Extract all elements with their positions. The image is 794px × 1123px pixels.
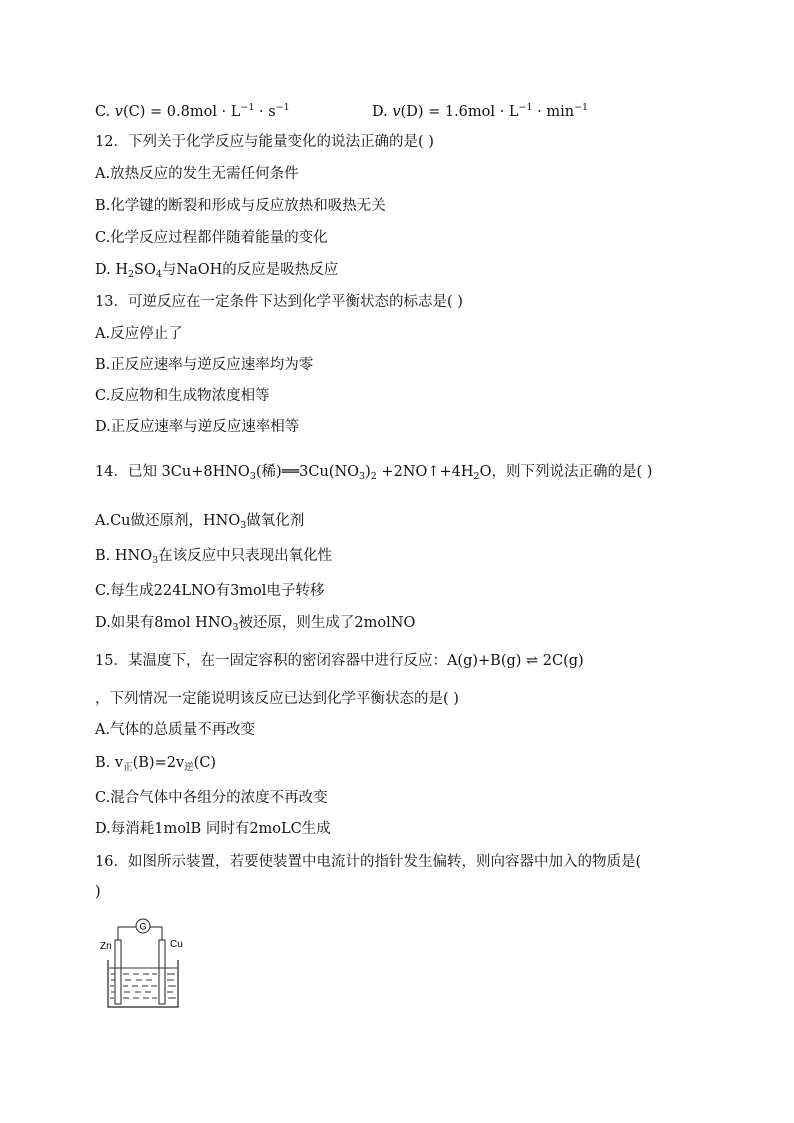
- q13-option-a: A.反应停止了: [95, 326, 183, 342]
- q13-option-b: B.正反应速率与逆反应速率均为零: [95, 357, 314, 373]
- zn-label: Zn: [100, 941, 112, 952]
- galvanic-cell-figure: [96, 910, 186, 1014]
- q12-option-a: A.放热反应的发生无需任何条件: [95, 166, 299, 182]
- q12-stem: 12．下列关于化学反应与能量变化的说法正确的是( ): [95, 134, 434, 150]
- cu-label: Cu: [170, 939, 183, 950]
- q14-option-d: D.如果有8mol $HNO_3$被还原，则生成了2molNO: [95, 615, 416, 633]
- q14-option-c: C.每生成224LNO有3mol电子转移: [95, 583, 325, 599]
- q12-option-c: C.化学反应过程都伴随着能量的变化: [95, 230, 328, 246]
- q12-option-b: B.化学键的断裂和形成与反应放热和吸热无关: [95, 198, 386, 214]
- q16-stem-line1: 16．如图所示装置，若要使装置中电流计的指针发生偏转，则向容器中加入的物质是(: [95, 854, 642, 870]
- q13-option-d: D.正反应速率与逆反应速率相等: [95, 419, 300, 435]
- q14-option-b: B. $HNO_3$在该反应中只表现出氧化性: [95, 548, 333, 566]
- galvanometer-label: G: [139, 921, 147, 932]
- q15-option-b: B. $v_正(B)=2v_逆(C)$: [95, 755, 217, 773]
- q15-option-c: C.混合气体中各组分的浓度不再改变: [95, 790, 328, 806]
- q15-stem-line1: 15．某温度下，在一固定容积的密闭容器中进行反应：A(g)+B(g) ⇌ 2C(g): [95, 653, 584, 669]
- q16-stem-line2: ): [95, 884, 101, 900]
- q15-option-a: A.气体的总质量不再改变: [95, 722, 256, 738]
- q13-option-c: C.反应物和生成物浓度相等: [95, 388, 270, 404]
- right-wire: [150, 927, 162, 940]
- q11-option-c: C. $v(C) = 0.8mol \cdot L^{-1} \cdot s^{-1}$: [95, 102, 290, 120]
- q15-stem-line2: ，下列情况一定能说明该反应已达到化学平衡状态的是( ): [95, 691, 459, 707]
- q13-stem: 13．可逆反应在一定条件下达到化学平衡状态的标志是( ): [95, 294, 463, 310]
- cu-electrode: [159, 940, 165, 1004]
- zn-electrode: [115, 940, 121, 1004]
- q15-option-d: D.每消耗1molB 同时有2moLC生成: [95, 821, 331, 837]
- q14-stem: 14．已知 $3Cu+8HNO_3$(稀)$══3Cu(NO_3)_2$ $+2NO↑+4H_2O$，则下列说法正确的是( ): [95, 464, 653, 482]
- left-wire: [118, 927, 136, 940]
- q14-option-a: A.Cu做还原剂，$HNO_3$做氧化剂: [95, 513, 305, 531]
- q12-option-d: D. $H_2SO_4$与NaOH的反应是吸热反应: [95, 262, 339, 280]
- q11-option-d: D. $v(D) = 1.6mol \cdot L^{-1} \cdot \min^{-1}$: [372, 102, 589, 120]
